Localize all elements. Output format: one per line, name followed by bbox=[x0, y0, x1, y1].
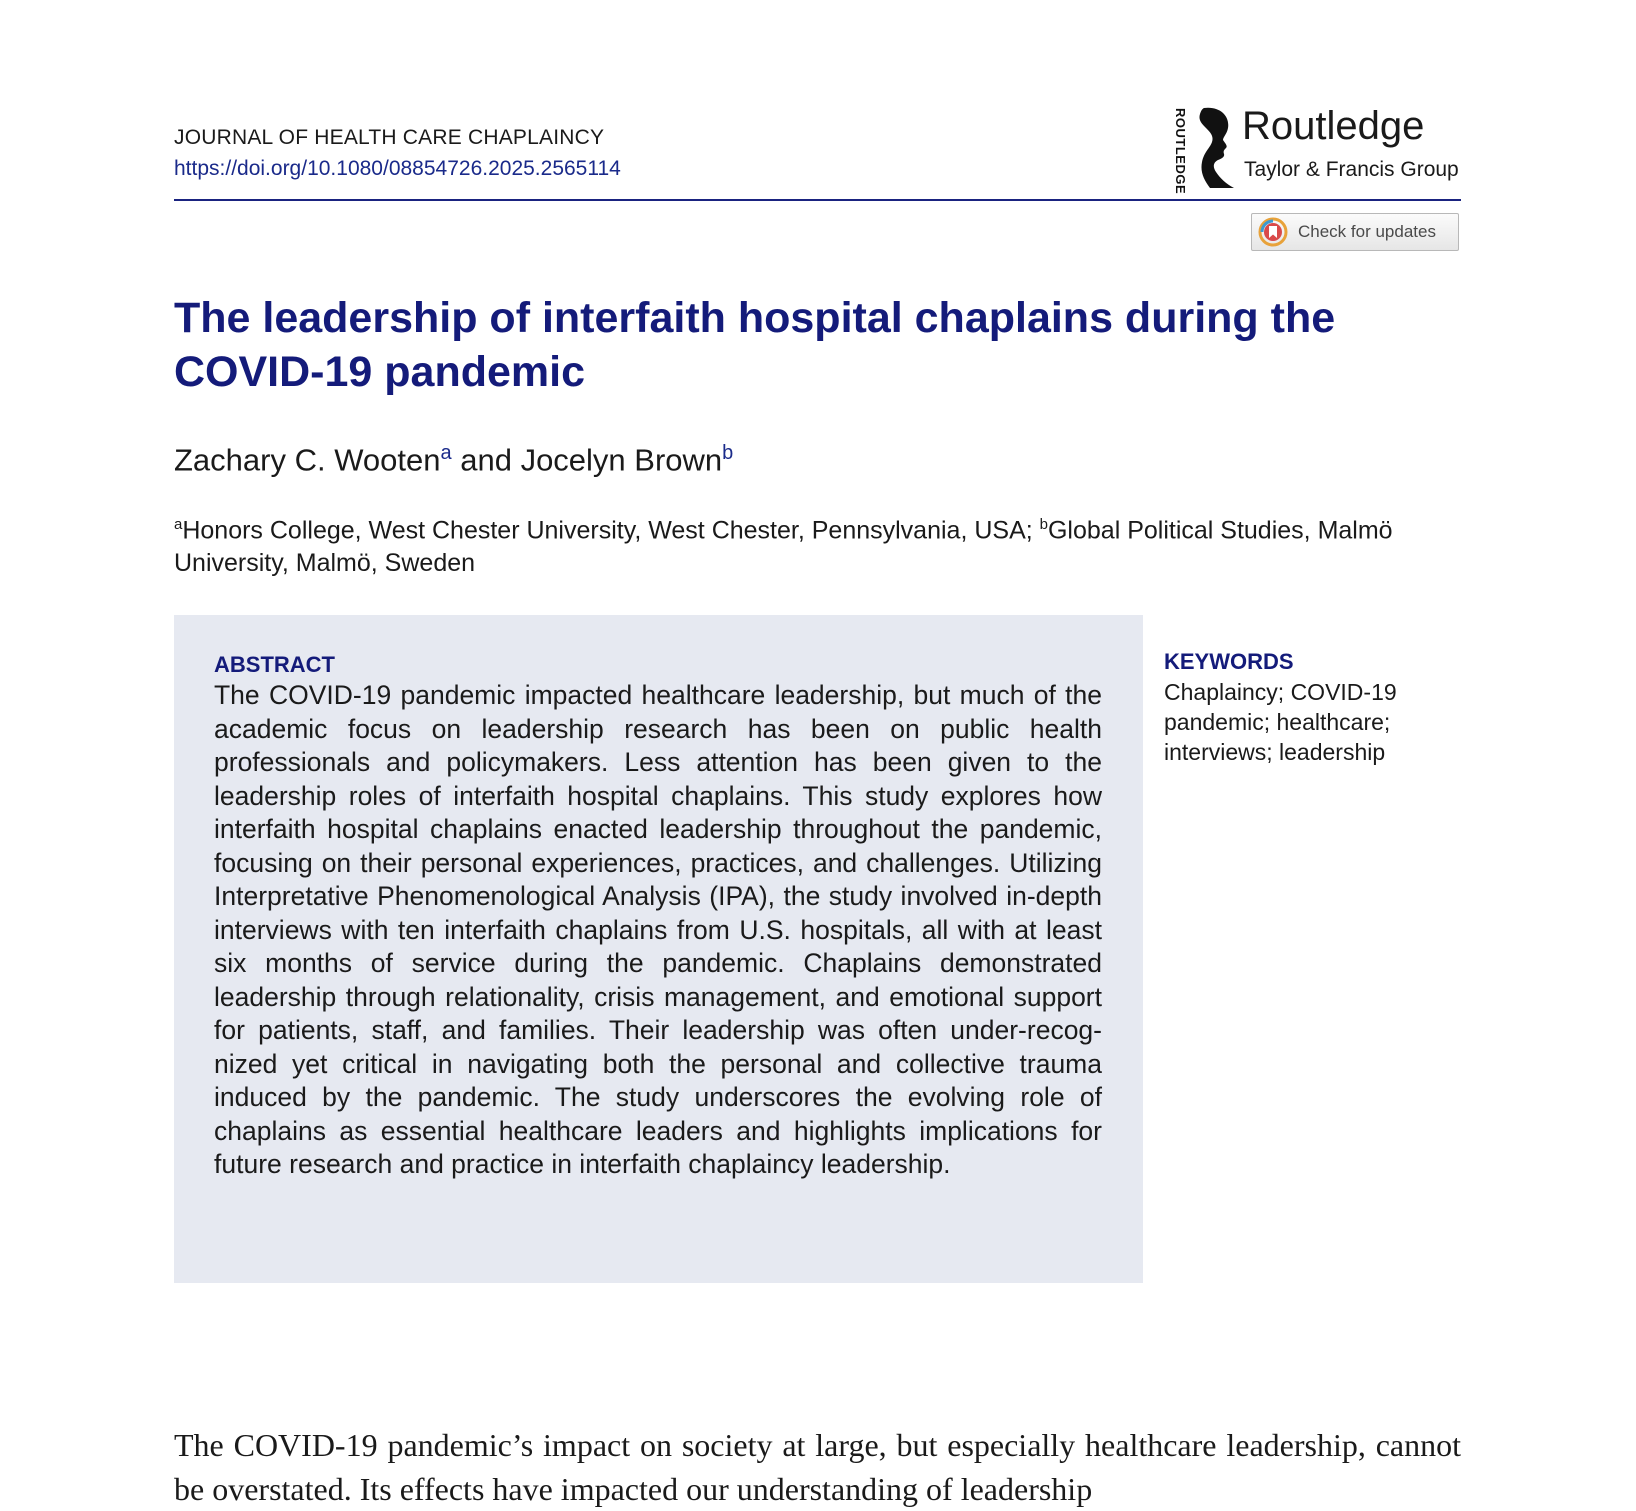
doi-link[interactable]: https://doi.org/10.1080/08854726.2025.2565114 bbox=[174, 157, 621, 180]
logo-vertical-wordmark bbox=[1170, 108, 1190, 195]
affiliation-marker: b bbox=[1039, 516, 1048, 533]
affiliation-text: Global Political Studies, Malmö University, Malmö, Sweden bbox=[174, 516, 1393, 578]
keywords-heading: KEYWORDS bbox=[1164, 649, 1294, 674]
author-list bbox=[174, 442, 733, 478]
header-rule bbox=[174, 199, 1461, 201]
body-paragraph: The COVID-19 pandemic’s impact on society at large, but especially healthcare leadership, cannot be overstated. Its effects have impacted our understanding of leadership bbox=[174, 1427, 1461, 1507]
abstract-box bbox=[174, 615, 1143, 1283]
routledge-head-icon bbox=[1190, 106, 1236, 190]
author-joiner: and bbox=[451, 442, 521, 478]
author-affiliation-marker[interactable]: b bbox=[722, 442, 734, 464]
affiliation-text: Honors College, West Chester University, West Chester, Pennsylvania, USA; bbox=[182, 516, 1040, 545]
routledge-logo[interactable] bbox=[1170, 104, 1460, 195]
journal-name: JOURNAL OF HEALTH CARE CHAPLAINCY bbox=[174, 126, 605, 149]
abstract-text: The COVID-19 pandemic impacted healthcare leadership, but much of the academic focus on leadership research has been on public health professionals and policymakers. Less attention has been given to the leadership roles of interfaith hospital chaplains. This study explores how interfaith hospital chaplains enacted leadership throughout the pandemic, focusing on their personal experiences, practices, and challenges. Utilizing Interpretative Phenomenological Analysis (IPA), the study involved in-depth interviews with ten interfaith chaplains from U.S. hospitals, all with at least six months of service during the pandemic. Chaplains demonstrated leadership through relationality, crisis management, and emotional support for patients, staff, and families. Their leadership was often under-recognized yet critical in navigating both the personal and collective trauma induced by the pandemic. The study underscores the evolving role of chaplains as essential healthcare leaders and highlights implications for future research and practice in interfaith chaplaincy leadership. bbox=[214, 680, 1102, 1179]
check-for-updates-label: Check for updates bbox=[1298, 222, 1436, 241]
affiliations bbox=[174, 508, 1434, 580]
publisher-group: Taylor & Francis Group bbox=[1244, 158, 1459, 181]
keywords-list: Chaplaincy; COVID-19 pandemic; healthcare; interviews; leadership bbox=[1164, 679, 1397, 765]
affiliation-marker: a bbox=[174, 516, 183, 533]
author-name: Jocelyn Brown bbox=[520, 442, 723, 478]
check-for-updates-button[interactable] bbox=[1251, 213, 1459, 251]
author-affiliation-marker[interactable]: a bbox=[440, 442, 452, 464]
publisher-name: Routledge bbox=[1242, 104, 1425, 148]
crossmark-icon bbox=[1258, 217, 1288, 247]
abstract-heading: ABSTRACT bbox=[214, 652, 335, 677]
author-name: Zachary C. Wooten bbox=[174, 442, 441, 478]
article-title: The leadership of interfaith hospital chaplains during the COVID-19 pandemic bbox=[174, 294, 1336, 396]
publisher-vertical-text: ROUTLEDGE bbox=[1173, 108, 1188, 195]
